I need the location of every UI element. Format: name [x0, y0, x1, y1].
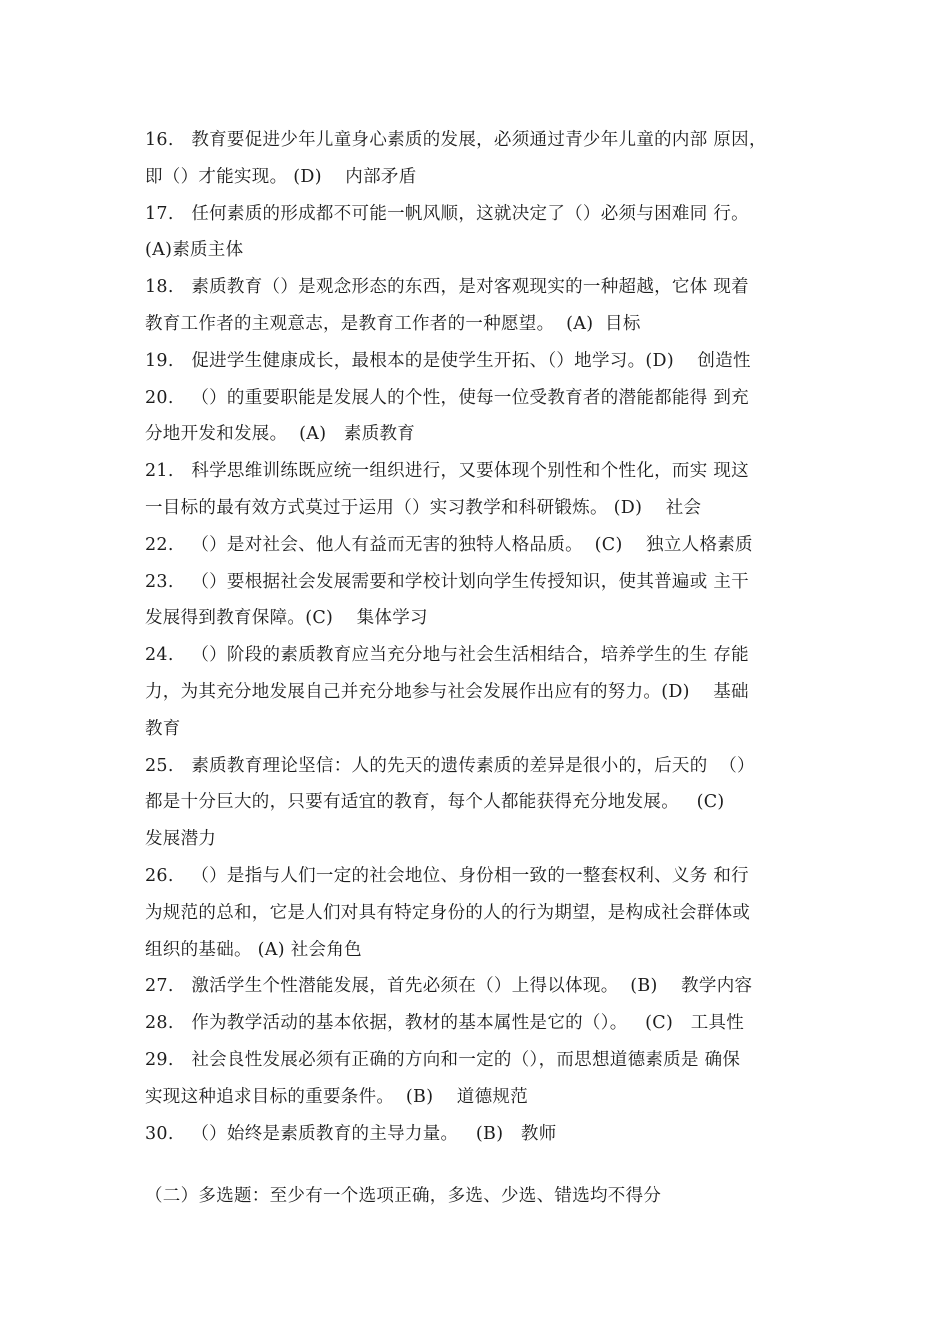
text-line: 教育工作者的主观意志，是教育工作者的一种愿望。 (A) 目标 [145, 313, 641, 334]
text-line: 26. （）是指与人们一定的社会地位、身份相一致的一整套权利、义务 和行 [145, 865, 749, 886]
text-line: 17. 任何素质的形成都不可能一帆风顺，这就决定了（）必须与困难同 行。 [145, 203, 749, 224]
text-line: 20. （）的重要职能是发展人的个性，使每一位受教育者的潜能都能得 到充 [145, 387, 749, 408]
text-line: 18. 素质教育（）是观念形态的东西，是对客观现实的一种超越，它体 现着 [145, 277, 749, 298]
text-line: 都是十分巨大的，只要有适宜的教育，每个人都能获得充分地发展。 (C) [145, 792, 725, 813]
text-line: 发展得到教育保障。(C) 集体学习 [145, 608, 428, 629]
text-line: 28. 作为教学活动的基本依据，教材的基本属性是它的（）。 (C) 工具性 [145, 1013, 745, 1034]
text-line: 27. 激活学生个性潜能发展，首先必须在（）上得以体现。 (B) 教学内容 [145, 976, 753, 997]
text-line: 25. 素质教育理论坚信：人的先天的遗传素质的差异是很小的，后天的 （） [145, 755, 755, 776]
text-line: 19. 促进学生健康成长，最根本的是使学生开拓、（）地学习。(D) 创造性 [145, 350, 751, 371]
text-line: 24. （）阶段的素质教育应当充分地与社会生活相结合，培养学生的生 存能 [145, 645, 749, 666]
text-line: 一目标的最有效方式莫过于运用（）实习教学和科研锻炼。 (D) 社会 [145, 497, 702, 518]
text-line: 为规范的总和，它是人们对具有特定身份的人的行为期望，是构成社会群体或 [145, 902, 751, 923]
text-line: 30. （）始终是素质教育的主导力量。 (B) 教师 [145, 1123, 557, 1144]
text-line: 力，为其充分地发展自己并充分地参与社会发展作出应有的努力。(D) 基础 [145, 681, 749, 702]
text-line: 16. 教育要促进少年儿童身心素质的发展，必须通过青少年儿童的内部 原因， [145, 130, 767, 150]
section-heading: （二）多选题：至少有一个选项正确，多选、少选、错选均不得分 [145, 1186, 662, 1206]
text-line: 实现这种追求目标的重要条件。 (B) 道德规范 [145, 1086, 528, 1107]
text-line: 分地开发和发展。 (A) 素质教育 [145, 424, 416, 445]
text-line: 22. （）是对社会、他人有益而无害的独特人格品质。 (C) 独立人格素质 [145, 534, 753, 555]
text-line: 23. （）要根据社会发展需要和学校计划向学生传授知识，使其普遍或 主干 [145, 571, 749, 592]
text-line: 组织的基础。 (A) 社会角色 [145, 939, 362, 960]
text-line: 教育 [145, 718, 181, 739]
text-line: (A)素质主体 [145, 240, 244, 261]
text-line: 29. 社会良性发展必须有正确的方向和一定的（），而思想道德素质是 确保 [145, 1049, 741, 1070]
text-line: 即（）才能实现。 (D) 内部矛盾 [145, 166, 417, 187]
question-list [145, 122, 815, 1152]
text-line: 发展潜力 [145, 829, 217, 850]
text-line: 21. 科学思维训练既应统一组织进行，又要体现个别性和个性化，而实 现这 [145, 461, 749, 482]
